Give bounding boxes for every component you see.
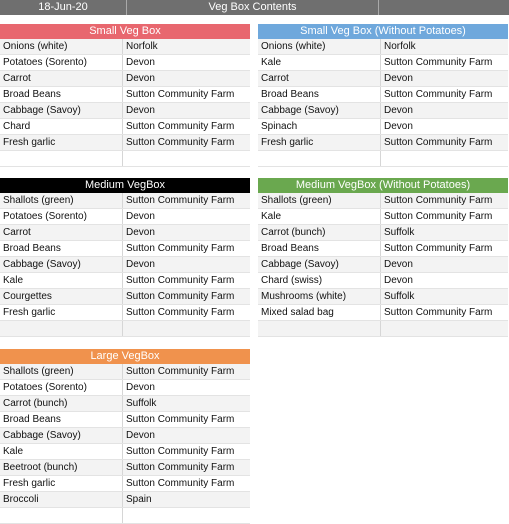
source-cell: Devon xyxy=(384,275,413,286)
column-divider xyxy=(122,119,123,135)
vegetable-cell: Onions (white) xyxy=(261,41,326,52)
source-cell: Devon xyxy=(384,73,413,84)
source-cell: Sutton Community Farm xyxy=(384,137,493,148)
table-row xyxy=(0,135,250,151)
column-divider xyxy=(122,396,123,412)
small-veg-box-table xyxy=(0,24,250,167)
column-divider xyxy=(122,151,123,167)
column-divider xyxy=(380,209,381,225)
table-row xyxy=(0,412,250,428)
table-row xyxy=(258,225,508,241)
vegetable-cell: Onions (white) xyxy=(3,41,68,52)
source-cell: Spain xyxy=(126,494,152,505)
vegetable-cell: Spinach xyxy=(261,121,298,132)
column-divider xyxy=(380,289,381,305)
column-divider xyxy=(122,39,123,55)
table-row xyxy=(0,364,250,380)
header-date: 18-Jun-20 xyxy=(38,1,88,13)
table-row xyxy=(0,225,250,241)
vegetable-cell: Broad Beans xyxy=(261,243,319,254)
vegetable-cell: Shallots (green) xyxy=(3,366,74,377)
source-cell: Sutton Community Farm xyxy=(384,195,493,206)
column-divider xyxy=(122,87,123,103)
table-row xyxy=(258,71,508,87)
table-row xyxy=(258,209,508,225)
column-divider xyxy=(122,460,123,476)
vegetable-cell: Fresh garlic xyxy=(3,307,56,318)
table-row xyxy=(0,119,250,135)
vegetable-cell: Broad Beans xyxy=(3,243,61,254)
table-row xyxy=(0,396,250,412)
source-cell: Sutton Community Farm xyxy=(384,57,493,68)
column-divider xyxy=(380,135,381,151)
column-divider xyxy=(122,193,123,209)
source-cell: Sutton Community Farm xyxy=(126,137,235,148)
column-divider xyxy=(122,71,123,87)
column-divider xyxy=(122,103,123,119)
source-cell: Devon xyxy=(384,259,413,270)
table-row xyxy=(258,193,508,209)
vegetable-cell: Chard (swiss) xyxy=(261,275,323,286)
source-cell: Sutton Community Farm xyxy=(126,195,235,206)
box-title: Medium VegBox (Without Potatoes) xyxy=(258,178,508,193)
vegetable-cell: Potatoes (Sorento) xyxy=(3,382,87,393)
table-row xyxy=(0,103,250,119)
vegetable-cell: Broad Beans xyxy=(3,89,61,100)
column-divider xyxy=(380,71,381,87)
vegetable-cell: Chard xyxy=(3,121,31,132)
column-divider xyxy=(380,273,381,289)
box-title: Small Veg Box (Without Potatoes) xyxy=(258,24,508,39)
table-row xyxy=(0,321,250,337)
source-cell: Sutton Community Farm xyxy=(384,243,493,254)
column-divider xyxy=(122,428,123,444)
source-cell: Sutton Community Farm xyxy=(384,211,493,222)
box-title: Large VegBox xyxy=(0,349,250,364)
box-title: Small Veg Box xyxy=(0,24,250,39)
vegetable-cell: Carrot (bunch) xyxy=(3,398,68,409)
table-row xyxy=(0,305,250,321)
table-row xyxy=(258,241,508,257)
column-divider xyxy=(122,241,123,257)
column-divider xyxy=(380,87,381,103)
source-cell: Suffolk xyxy=(126,398,157,409)
vegetable-cell: Courgettes xyxy=(3,291,52,302)
table-row xyxy=(0,289,250,305)
vegetable-cell: Fresh garlic xyxy=(3,478,56,489)
header-title: Veg Box Contents xyxy=(208,1,297,13)
source-cell: Sutton Community Farm xyxy=(126,414,235,425)
table-row xyxy=(0,273,250,289)
vegetable-cell: Kale xyxy=(3,446,24,457)
source-cell: Sutton Community Farm xyxy=(126,462,235,473)
table-row xyxy=(0,151,250,167)
table-row xyxy=(258,103,508,119)
source-cell: Sutton Community Farm xyxy=(126,307,235,318)
table-row xyxy=(258,273,508,289)
vegetable-cell: Kale xyxy=(261,57,282,68)
vegetable-cell: Broad Beans xyxy=(261,89,319,100)
column-divider xyxy=(122,412,123,428)
table-row xyxy=(0,241,250,257)
vegetable-cell: Kale xyxy=(3,275,24,286)
large-veg-box-table xyxy=(0,349,250,524)
vegetable-cell: Shallots (green) xyxy=(261,195,332,206)
source-cell: Sutton Community Farm xyxy=(126,446,235,457)
source-cell: Devon xyxy=(126,73,155,84)
source-cell: Devon xyxy=(384,105,413,116)
column-divider xyxy=(380,39,381,55)
source-cell: Sutton Community Farm xyxy=(384,89,493,100)
vegetable-cell: Potatoes (Sorento) xyxy=(3,211,87,222)
table-row xyxy=(258,135,508,151)
column-divider xyxy=(380,257,381,273)
column-divider xyxy=(122,476,123,492)
column-divider xyxy=(122,508,123,524)
table-row xyxy=(0,476,250,492)
column-divider xyxy=(380,55,381,71)
column-divider xyxy=(122,135,123,151)
column-divider xyxy=(122,273,123,289)
source-cell: Suffolk xyxy=(384,227,415,238)
source-cell: Sutton Community Farm xyxy=(126,275,235,286)
header-divider xyxy=(378,0,379,15)
vegetable-cell: Beetroot (bunch) xyxy=(3,462,78,473)
vegetable-cell: Cabbage (Savoy) xyxy=(3,105,81,116)
source-cell: Devon xyxy=(126,430,155,441)
table-row xyxy=(258,39,508,55)
table-row xyxy=(0,508,250,524)
header-bar xyxy=(0,0,509,15)
source-cell: Sutton Community Farm xyxy=(126,366,235,377)
table-row xyxy=(258,257,508,273)
vegetable-cell: Carrot (bunch) xyxy=(261,227,326,238)
source-cell: Devon xyxy=(126,259,155,270)
column-divider xyxy=(380,103,381,119)
column-divider xyxy=(122,492,123,508)
table-row xyxy=(0,257,250,273)
column-divider xyxy=(122,209,123,225)
vegetable-cell: Kale xyxy=(261,211,282,222)
source-cell: Devon xyxy=(126,211,155,222)
source-cell: Sutton Community Farm xyxy=(126,89,235,100)
table-row xyxy=(258,305,508,321)
source-cell: Sutton Community Farm xyxy=(126,243,235,254)
source-cell: Devon xyxy=(384,121,413,132)
vegetable-cell: Fresh garlic xyxy=(3,137,56,148)
source-cell: Devon xyxy=(126,227,155,238)
column-divider xyxy=(122,380,123,396)
medium-veg-box-table xyxy=(0,178,250,337)
column-divider xyxy=(122,289,123,305)
column-divider xyxy=(380,241,381,257)
vegetable-cell: Broccoli xyxy=(3,494,39,505)
table-row xyxy=(0,444,250,460)
vegetable-cell: Cabbage (Savoy) xyxy=(3,259,81,270)
table-row xyxy=(258,289,508,305)
table-row xyxy=(0,55,250,71)
box-title: Medium VegBox xyxy=(0,178,250,193)
table-row xyxy=(0,460,250,476)
column-divider xyxy=(122,55,123,71)
column-divider xyxy=(380,151,381,167)
vegetable-cell: Broad Beans xyxy=(3,414,61,425)
table-row xyxy=(0,39,250,55)
table-row xyxy=(0,193,250,209)
source-cell: Suffolk xyxy=(384,291,415,302)
vegetable-cell: Cabbage (Savoy) xyxy=(3,430,81,441)
table-row xyxy=(258,55,508,71)
column-divider xyxy=(380,119,381,135)
medium-veg-box-no-potatoes-table xyxy=(258,178,508,337)
source-cell: Devon xyxy=(126,57,155,68)
table-row xyxy=(258,151,508,167)
table-row xyxy=(0,209,250,225)
source-cell: Devon xyxy=(126,382,155,393)
vegetable-cell: Shallots (green) xyxy=(3,195,74,206)
column-divider xyxy=(122,444,123,460)
vegetable-cell: Cabbage (Savoy) xyxy=(261,259,339,270)
vegetable-cell: Carrot xyxy=(3,227,31,238)
vegetable-cell: Mixed salad bag xyxy=(261,307,334,318)
column-divider xyxy=(122,305,123,321)
table-row xyxy=(0,87,250,103)
table-row xyxy=(0,71,250,87)
column-divider xyxy=(122,257,123,273)
source-cell: Sutton Community Farm xyxy=(126,121,235,132)
source-cell: Norfolk xyxy=(126,41,158,52)
table-row xyxy=(0,492,250,508)
source-cell: Sutton Community Farm xyxy=(126,478,235,489)
vegetable-cell: Mushrooms (white) xyxy=(261,291,347,302)
column-divider xyxy=(380,321,381,337)
column-divider xyxy=(380,193,381,209)
column-divider xyxy=(380,305,381,321)
table-row xyxy=(258,119,508,135)
vegetable-cell: Fresh garlic xyxy=(261,137,314,148)
source-cell: Sutton Community Farm xyxy=(384,307,493,318)
source-cell: Devon xyxy=(126,105,155,116)
column-divider xyxy=(122,321,123,337)
table-row xyxy=(0,380,250,396)
vegetable-cell: Potatoes (Sorento) xyxy=(3,57,87,68)
column-divider xyxy=(380,225,381,241)
source-cell: Sutton Community Farm xyxy=(126,291,235,302)
vegetable-cell: Carrot xyxy=(3,73,31,84)
small-veg-box-no-potatoes-table xyxy=(258,24,508,167)
column-divider xyxy=(122,364,123,380)
vegetable-cell: Carrot xyxy=(261,73,289,84)
table-row xyxy=(258,87,508,103)
source-cell: Norfolk xyxy=(384,41,416,52)
table-row xyxy=(0,428,250,444)
vegetable-cell: Cabbage (Savoy) xyxy=(261,105,339,116)
column-divider xyxy=(122,225,123,241)
table-row xyxy=(258,321,508,337)
